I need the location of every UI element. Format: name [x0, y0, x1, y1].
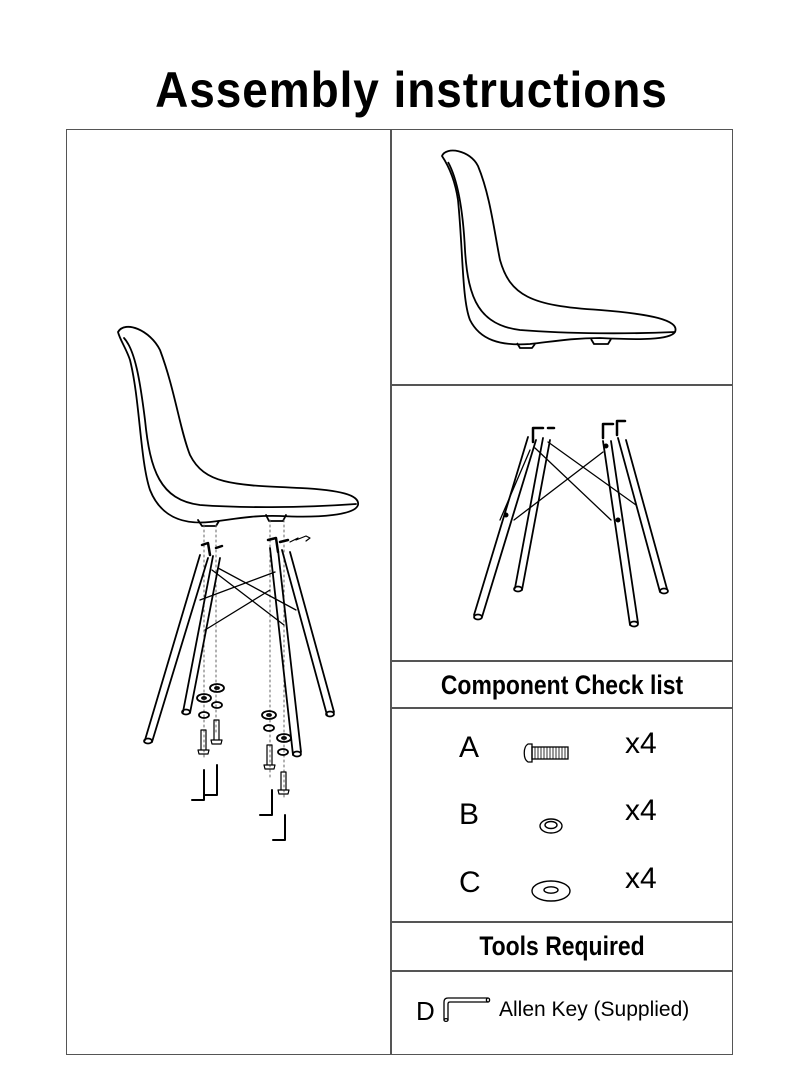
component-letter: C [459, 866, 481, 899]
row-divider [391, 970, 733, 972]
component-checklist-header: Component Check list [440, 670, 684, 700]
component-row-a [391, 723, 733, 789]
seat-shell-panel [391, 129, 733, 384]
component-quantity: x4 [625, 794, 657, 827]
allen-key-icon [440, 994, 500, 1024]
component-row-b [391, 790, 733, 856]
component-quantity: x4 [625, 862, 657, 895]
tool-letter: D [416, 996, 435, 1026]
leg-base-illustration [391, 385, 733, 660]
tool-row-d [416, 994, 726, 1034]
leg-base-panel [391, 385, 733, 660]
component-quantity: x4 [625, 727, 657, 760]
row-divider [391, 707, 733, 709]
spring-washer-icon [515, 794, 585, 844]
page-title: Assembly instructions [155, 62, 668, 118]
row-divider [391, 660, 733, 662]
component-letter: A [459, 731, 480, 764]
tools-required-header: Tools Required [479, 931, 645, 961]
seat-shell-illustration [391, 129, 733, 384]
tool-label: Allen Key (Supplied) [499, 998, 690, 1021]
component-row-c [391, 858, 733, 924]
chair-assembly-illustration [66, 129, 390, 1055]
assembly-diagram-panel [66, 129, 390, 1055]
bolt-icon [515, 727, 585, 777]
component-letter: B [459, 798, 480, 831]
flat-washer-icon [515, 862, 585, 912]
